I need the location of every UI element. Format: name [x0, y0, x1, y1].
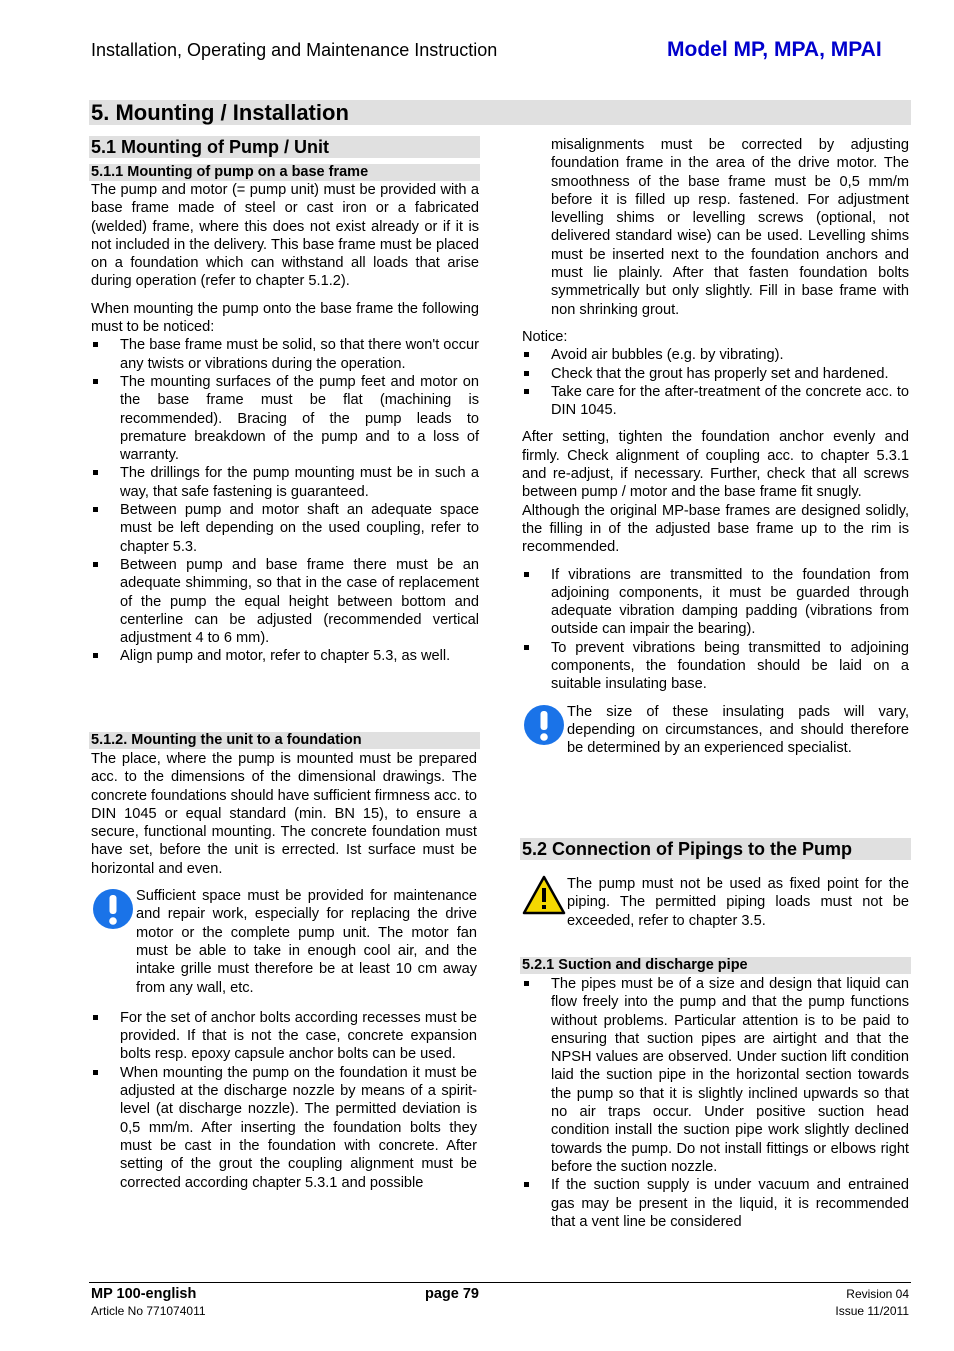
bullet-list	[91, 336, 479, 665]
bullet-list	[522, 566, 909, 694]
paragraph: The place, where the pump is mounted must be prepared acc. to the dimensions of the dimensional drawings. The concrete foundations should have sufficient firmness acc. to DIN 1045 or equal standard (min. BN 15), to ensure a secure, functional mounting. The concrete foundation must have set, before the unit is errected. Ist surface must be horizontal and even.	[91, 751, 477, 877]
heading-5-1-1: 5.1.1 Mounting of pump on a base frame	[89, 164, 480, 181]
paragraph: After setting, tighten the foundation anchor evenly and firmly. Check alignment of coupling acc. to chapter 5.3.1 and re-adjust, if necessary. Further, check that all screws between pump / motor and the base frame fit snugly.	[522, 429, 909, 501]
paragraph: The pump and motor (= pump unit) must be provided with a base frame made of steel or cast iron or a fabricated (welded) frame, where this does not exist already or if it is not included in the delivery. This base frame must be placed on a foundation which can withstand all loads that arise during operation (refer to chapter 5.1.2).	[91, 182, 479, 290]
paragraph: When mounting the pump onto the base frame the following must to be noticed:	[91, 300, 479, 336]
list-item: To prevent vibrations being transmitted to adjoining components, the foundation should be laid on a suitable insulating base.	[522, 639, 909, 694]
left-column	[89, 136, 480, 666]
footer-article: Article No 771074011	[91, 1304, 206, 1318]
info-exclamation-icon	[522, 703, 567, 758]
list-item: Between pump and base frame there must be an adequate shimming, so that in the case of replacement of the pump the equal height between bottom and centerline can be adjusted (recommended vertical adjustment 4 to 6 mm).	[91, 556, 479, 647]
right-column	[522, 136, 909, 758]
warning-triangle-icon	[522, 875, 567, 930]
paragraph: misalignments must be corrected by adjusting foundation frame in the area of the drive motor. The smoothness of the base frame must be 0,5 mm/m before it is filled up resp. fastened. For adjustment levelling shims or levelling screws (optional, not delivered standard wise) can be used. Levelling shims must be inserted next to the foundation anchors and must lie plainly. After that fasten foundation bolts symmetrically but only slightly. Fill in base frame with non shrinking grout.	[551, 137, 909, 318]
list-item: If the suction supply is under vacuum and entrained gas may be present in the liquid, it is recommended that a vent line be considered	[522, 1176, 909, 1231]
info-exclamation-icon	[91, 887, 136, 997]
heading-5-2: 5.2 Connection of Pipings to the Pump	[520, 838, 911, 860]
list-item: Check that the grout has properly set and hardened.	[522, 365, 909, 383]
left-column-lower	[91, 750, 477, 1192]
bullet-list	[91, 1009, 477, 1192]
list-item: The mounting surfaces of the pump feet and motor on the base frame must be flat (machining is recommended). Bracing of the pump leads to premature breakdown of the pump and to a loss of warranty.	[91, 373, 479, 464]
warning-note-text: The pump must not be used as fixed point for the piping. The permitted piping loads must not be exceeded, refer to chapter 3.5.	[567, 876, 909, 929]
document-title: Installation, Operating and Maintenance Instruction	[91, 40, 498, 60]
list-item: If vibrations are transmitted to the foundation from adjoining components, it must be guarded through adequate vibration damping padding (vibrations from outside can impair the bearing).	[522, 566, 909, 639]
notice-label: Notice:	[522, 328, 568, 345]
warning-note	[522, 875, 909, 930]
page-number: page 79	[425, 1286, 479, 1302]
list-item: Between pump and motor shaft an adequate space must be left depending on the used coupling, refer to chapter 5.3.	[91, 501, 479, 556]
right-column-lower	[522, 875, 909, 930]
info-note	[522, 703, 909, 758]
bullet-list	[522, 346, 909, 419]
footer-doc: MP 100-english	[91, 1286, 197, 1302]
list-item: When mounting the pump on the foundation it must be adjusted at the discharge nozzle by means of a spirit-level (at discharge nozzle). The permitted deviation is 0,5 mm/m. After inserting the foundation bolts they must be cast in the foundation with concrete. After setting of the grout the coupling alignment must be corrected according chapter 5.3.1 and possible	[91, 1064, 477, 1192]
list-item: The drillings for the pump mounting must be in such a way, that safe fastening is guaranteed.	[91, 464, 479, 501]
list-item: Take care for the after-treatment of the concrete acc. to DIN 1045.	[522, 383, 909, 420]
heading-5-1-2: 5.1.2. Mounting the unit to a foundation	[89, 732, 480, 749]
footer-issue: Issue 11/2011	[835, 1304, 909, 1318]
section-heading: 5. Mounting / Installation	[89, 100, 911, 125]
model-title: Model MP, MPA, MPAI	[667, 38, 882, 61]
bullet-list	[522, 975, 909, 1231]
heading-5-2-1: 5.2.1 Suction and discharge pipe	[520, 957, 911, 974]
list-item: The base frame must be solid, so that there won't occur any twists or vibrations during the operation.	[91, 336, 479, 373]
info-note-text: Sufficient space must be provided for maintenance and repair work, especially for replacing the drive motor or the complete pump unit. The motor fan must be able to take in enough cool air, and the intake grille must therefore be at least 10 cm away from any wall, etc.	[136, 888, 477, 996]
right-column-pipes	[522, 975, 909, 1231]
footer-divider	[89, 1282, 911, 1283]
list-item: For the set of anchor bolts according recesses must be provided. If that is not the case, concrete expansion bolts resp. epoxy capsule anchor bolts can be used.	[91, 1009, 477, 1064]
info-note	[91, 887, 477, 997]
info-note-text: The size of these insulating pads will vary, depending on circumstances, and should therefore be determined by an experienced specialist.	[567, 703, 909, 757]
heading-5-1: 5.1 Mounting of Pump / Unit	[89, 136, 480, 158]
list-item: Avoid air bubbles (e.g. by vibrating).	[522, 346, 909, 364]
paragraph: Although the original MP-base frames are designed solidly, the filling in of the adjusted base frame up to the rim is recommended.	[522, 502, 909, 556]
list-item: The pipes must be of a size and design that liquid can flow freely into the pump and that the pump functions without problems. Particular attention is to be paid to ensuring that suction pipes are airtight and that the NPSH values are observed. Under suction lift condition laid the suction pipe in the horizontal section towards the pump so that it is slightly inclined upwards so that no air traps occur. Under positive suction head condition install the suction pipe work slightly declined towards the pump. Do not install fittings or elbows right before the suction nozzle.	[522, 975, 909, 1176]
footer-revision: Revision 04	[846, 1287, 909, 1301]
list-item: Align pump and motor, refer to chapter 5.3, as well.	[91, 647, 479, 665]
